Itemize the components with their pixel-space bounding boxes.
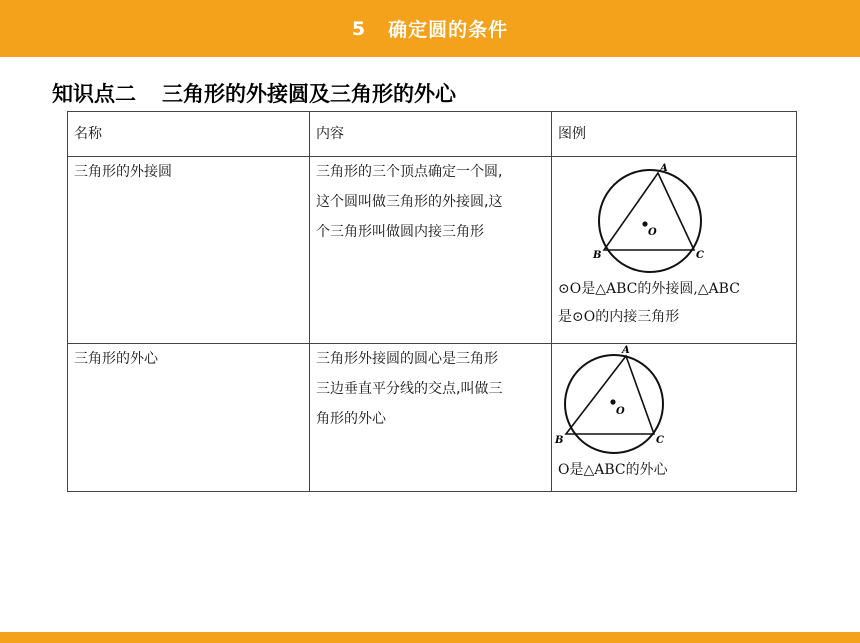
section-heading: [52, 78, 456, 108]
center-point: [642, 221, 647, 226]
row-name-cell: 三角形的外心: [68, 344, 310, 492]
label-b: B: [593, 250, 602, 261]
content-line: 角形的外心: [316, 411, 386, 427]
content-line: 三边垂直平分线的交点,叫做三: [316, 381, 503, 397]
caption-line: O是△ABC的外心: [558, 462, 668, 478]
caption-line: ⊙O是△ABC的外接圆,△ABC: [558, 281, 740, 297]
row-content-cell: [310, 344, 552, 492]
row-figure-cell: [552, 344, 797, 492]
table-header-row: [68, 112, 797, 157]
header-figure: 图例: [552, 112, 797, 157]
bottom-banner: [0, 632, 860, 643]
label-a: A: [660, 163, 668, 174]
row-name-cell: 三角形的外接圆: [68, 157, 310, 344]
knowledge-table: [67, 111, 797, 492]
label-o: O: [616, 406, 625, 417]
circumcircle-figure: [552, 157, 788, 275]
lesson-title: 确定圆的条件: [388, 19, 509, 41]
table-row: [68, 157, 797, 344]
figure-caption: [552, 456, 796, 484]
content-line: 三角形外接圆的圆心是三角形: [316, 351, 498, 367]
top-banner: [0, 0, 860, 57]
label-c: C: [696, 250, 704, 261]
label-b: B: [555, 435, 564, 446]
header-content: 内容: [310, 112, 552, 157]
center-point: [610, 399, 615, 404]
caption-line: 是⊙O的内接三角形: [558, 309, 680, 325]
row-figure-cell: [552, 157, 797, 344]
lesson-number: 5: [351, 17, 367, 40]
circumcenter-figure: [552, 344, 788, 456]
header-name: 名称: [68, 112, 310, 157]
content-line: 三角形的三个顶点确定一个圆,: [316, 164, 503, 180]
figure-caption: [552, 275, 796, 331]
row-content-cell: [310, 157, 552, 344]
content-line: 个三角形叫做圆内接三角形: [316, 224, 484, 240]
label-c: C: [656, 435, 664, 446]
section-label: 知识点二: [52, 82, 136, 106]
triangle-shape: [604, 173, 694, 250]
label-o: O: [648, 227, 657, 238]
section-title-text: 三角形的外接圆及三角形的外心: [162, 82, 456, 106]
table-row: [68, 344, 797, 492]
content-line: 这个圆叫做三角形的外接圆,这: [316, 194, 503, 210]
triangle-shape: [566, 356, 654, 434]
label-a: A: [622, 345, 630, 356]
